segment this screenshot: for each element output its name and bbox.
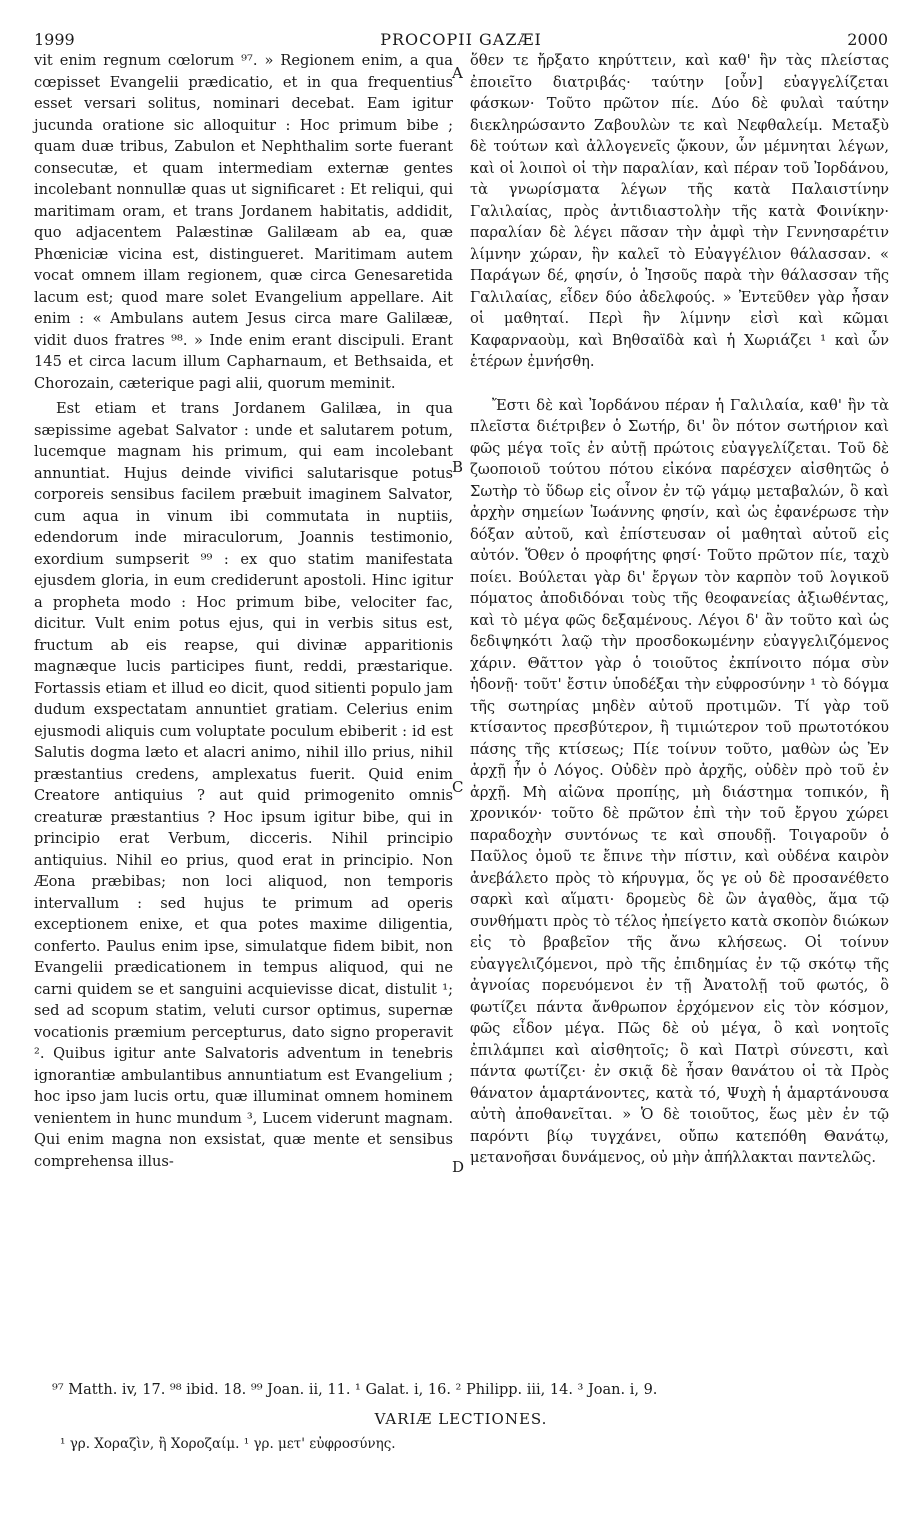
variae-lectiones-title: VARIÆ LECTIONES.: [374, 1410, 548, 1428]
section-marker-b: B: [452, 458, 464, 476]
variae-lectiones-text: ¹ γρ. Χοραζὶν, ἢ Χοροζαίμ. ¹ γρ. μετ' εὐφροσύνης.: [60, 1436, 396, 1452]
greek-paragraph-2: Ἔστι δὲ καὶ Ἰορδάνου πέραν ἡ Γαλιλαία, καθ' ἣν τὰ πλεῖστα διέτριβεν ὁ Σωτήρ, δι' ὃν πότον σωτήριον καὶ φῶς μέγα τοῖς ἐν αὐτῇ πρώτοις εὐαγγελίζεται. Τοῦ δὲ ζωοποιοῦ τούτου πότου εἰκόνα παρέσχεν αἰσθητῶς ὁ Σωτὴρ τὸ ὕδωρ εἰς οἶνον ἐν τῷ γάμῳ μεταβαλών, ὃ καὶ ἀρχὴν σημείων Ἰωάννης φησίν, καὶ ὡς ἐφανέρωσε τὴν δόξαν αὐτοῦ, καὶ ἐπίστευσαν οἱ μαθηταὶ αὐτοῦ εἰς αὐτόν. Ὅθεν ὁ προφήτης φησί· Τοῦτο πρῶτον πίε, ταχὺ ποίει. Βούλεται γὰρ δι' ἔργων τὸν καρπὸν τοῦ λογικοῦ πόματος ἀποδιδόναι τοὺς τῆς θεοφανείας ἀξιωθέντας, καὶ τὸ μέγα φῶς δεξαμένους. Λέγοι δ' ἂν τοῦτο καὶ ὡς δεδιψηκότι λαῷ τὴν προσδοκωμένην εὐαγγελιζόμενος χάριν. Θᾶττον γὰρ ὁ τοιοῦτος ἐκπίνοιτο πόμα σὺν ἡδονῇ· τοῦτ' ἔστιν ὑποδέξαι τὴν εὐφροσύνην ¹ τὸ δόγμα τῆς σωτηρίας μηδὲν αὐτοῦ προτιμῶν. Τί γὰρ τοῦ κτίσαντος πρεσβύτερον, ἢ τιμιώτερον τοῦ πρωτοτόκου πάσης τῆς κτίσεως; Πίε τοίνυν τοῦτο, μαθὼν ὡς Ἐν ἀρχῇ ἦν ὁ Λόγος. Οὐδὲν πρὸ ἀρχῆς, οὐδὲν πρὸ τοῦ ἐν ἀρχῇ. Μὴ αἰῶνα προπίῃς, μὴ διάστημα τοπικόν, ἢ χρονικόν· τοῦτο δὲ πρῶτον ἐπὶ τὴν τοῦ ἔργου χώρει παραδοχὴν συντόνως τε καὶ σπουδῇ. Τοιγαροῦν ὁ Παῦλος ὁμοῦ τε ἔπινε τὴν πίστιν, καὶ οὐδένα καιρὸν ἀνεβάλετο πρὸς τὸ κήρυγμα, ὅς γε οὐ δὲ προσανέθετο σαρκὶ καὶ αἵματι· δρομεὺς δὲ ὢν ἀγαθὸς, ἅμα τῷ συνθήματι πρὸς τὸ τέλος ἠπείγετο κατὰ σκοπὸν διώκων εἰς τὸ βραβεῖον τῆς ἄνω κλήσεως. Οἱ τοίνυν εὐαγγελιζόμενοι, πρὸ τῆς ἐπιδημίας ἐν τῷ σκότῳ τῆς ἀγνοίας πορευόμενοι ἐν τῇ Ἀνατολῇ τοῦ φωτός, ὃ φωτίζει πάντα ἄνθρωπον ἐρχόμενον εἰς τὸν κόσμον, φῶς εἶδον μέγα. Πῶς δὲ οὐ μέγα, ὃ καὶ νοητοῖς ἐπιλάμπει καὶ αἰσθητοῖς; ὃ καὶ Πατρὶ σύνεστι, καὶ πάντα φωτίζει· ἐν σκιᾷ δὲ ἦσαν θανάτου οἱ τὰ Πρὸς θάνατον ἁμαρτάνοντες, κατὰ τό, Ψυχὴ ἡ ἁμαρτάνουσα αὐτὴ ἀποθανεῖται. » Ὁ δὲ τοιοῦτος, ἕως μὲν ἐν τῷ παρόντι βίῳ τυγχάνει, οὔπω κατεπόθη Θανάτῳ, μετανοῆσαι δυνάμενος, οὐ μὴν ἀπήλλακται παντελῶς.: [470, 396, 889, 1166]
greek-section-2: [470, 395, 889, 1169]
footnotes: ⁹⁷ Matth. iv, 17. ⁹⁸ ibid. 18. ⁹⁹ Joan. ii, 11. ¹ Galat. i, 16. ² Philipp. iii, 14. ³ Joan. i, 9.: [52, 1382, 658, 1398]
latin-paragraph-1: vit enim regnum cœlorum ⁹⁷. » Regionem enim, a qua cœpisset Evangelii prædicatio, et in qua frequentius esset versari solitus, nominari decebat. Eam igitur jucunda oratione sic alloquitur : Hoc primum bibe ; quam duæ tribus, Zabulon et Nephthalim sorte fuerant consecutæ, et quam intermediam externæ gentes incolebant nonnullæ quas ut significaret : Et reliqui, qui maritimam oram, et trans Jordanem habitatis, addidit, quo adjacentem Palæstinæ Galilæam ab ea, quæ Phœniciæ vicina est, distingueret. Maritimam autem vocat omnem illam regionem, quæ circa Genesaretida lacum est; quod mare solet Evangelium appellare. Ait enim : « Ambulans autem Jesus circa mare Galilææ, vidit duos fratres ⁹⁸. » Inde enim erant discipuli. Erant 145 et circa lacum illum Capharnaum, et Bethsaida, et Chorozain, cæterique pagi alii, quorum meminit.: [34, 52, 453, 392]
section-marker-c: C: [452, 778, 464, 796]
greek-paragraph-1: ὅθεν τε ἤρξατο κηρύττειν, καὶ καθ' ἣν τὰς πλείστας ἐποιεῖτο διατριβάς· ταύτην [οὖν] εὐαγγελίζεται φάσκων· Τοῦτο πρῶτον πίε. Δύο δὲ φυλαὶ ταύτην διεκληρώσαντο Ζαβουλὼν τε καὶ Νεφθαλείμ. Μεταξὺ δὲ τούτων καὶ ἀλλογενεῖς ᾤκουν, ὧν μέμνηται λέγων, καὶ οἱ λοιποὶ οἱ τὴν παραλίαν, καὶ πέραν τοῦ Ἰορδάνου, τὰ γνωρίσματα λέγων τῆς κατὰ Παλαιστίνην Γαλιλαίας, πρὸς ἀντιδιαστολὴν τῆς κατὰ Φοινίκην· παραλίαν δὲ λέγει πᾶσαν τὴν ἀμφὶ τὴν Γεννησαρέτιν λίμνην χώραν, ἣν καλεῖ τὸ Εὐαγγέλιον θάλασσαν. « Παράγων δέ, φησίν, ὁ Ἰησοῦς παρὰ τὴν θάλασσαν τῆς Γαλιλαίας, εἶδεν δύο ἀδελφούς. » Ἐντεῦθεν γὰρ ἦσαν οἱ μαθηταί. Περὶ ἣν λίμνην εἰσὶ καὶ κῶμαι Καφαρναοὺμ, καὶ Βηθσαϊδὰ καὶ ἡ Χωριάζει ¹ καὶ ὧν ἑτέρων ἐμνήσθη.: [470, 52, 889, 370]
page-number-right: 2000: [847, 30, 888, 49]
page-number-left: 1999: [34, 30, 75, 49]
greek-section-1: [470, 50, 889, 373]
latin-section-1: [34, 50, 453, 394]
latin-paragraph-2: Est etiam et trans Jordanem Galilæa, in qua sæpissime agebat Salvator : unde et salutarem potum, lucemque magnam his primum, qui eam incolebant annuntiat. Hujus deinde vivifici salutarisque potus corporeis sensibus facilem præbuit imaginem Salvator, cum aqua in vinum ibi commutata in nuptiis, edendorum inde miraculorum, Joannis testimonio, exordium sumpserit ⁹⁹ : ex quo statim manifestata ejusdem gloria, in eum crediderunt apostoli. Hinc igitur a propheta modo : Hoc primum bibe, velociter fac, dicitur. Vult enim potus ejus, qui in verbis situs est, fructum ab eis reapse, qui divinæ apparitionis magnæque lucis participes fiunt, reddi, præstarique. Fortassis etiam et illud eo dicit, quod sitienti populo jam dudum exspectatam annuntiet gratiam. Celerius enim ejusmodi aliquis cum voluptate poculum ebiberit : id est Salutis dogma læto et alacri animo, nihil illo prius, nihil præstantius credens, amplexatus fuerit. Quid enim Creatore antiquius ? aut quid primogenito omnis creaturæ præstantius ? Hoc ipsum igitur bibe, qui in principio erat Verbum, dicceris. Nihil principio antiquius. Nihil eo prius, quod erat in principio. Non Æona præbibas; non loci aliquod, non temporis intervallum : sed hujus te primum ad operis exceptionem enixe, et qua potes maxime diligentia, conferto. Paulus enim ipse, simulatque fidem bibit, non Evangelii prædicationem in tempus aliquod, qui ne carni quidem se et sanguini acquievisse dicat, distulit ¹; sed ad scopum statim, veluti cursor optimus, supernæ vocationis præmium percepturus, dato signo properavit ². Quibus igitur ante Salvatoris adventum in tenebris ignorantiæ ambulantibus annuntiatum est Evangelium ; hoc ipso jam lucis ortu, quæ illuminat omnem hominem venientem in hunc mundum ³, Lucem viderunt magnam. Qui enim magna non exsistat, quæ mente et sensibus comprehensa illus-: [34, 400, 453, 1170]
running-title: PROCOPII GAZÆI: [380, 30, 542, 49]
latin-section-2: [34, 398, 453, 1172]
latin-column: [34, 50, 453, 1172]
section-marker-d: D: [452, 1158, 465, 1176]
section-marker-a: A: [452, 64, 463, 82]
greek-column: [470, 50, 889, 1169]
